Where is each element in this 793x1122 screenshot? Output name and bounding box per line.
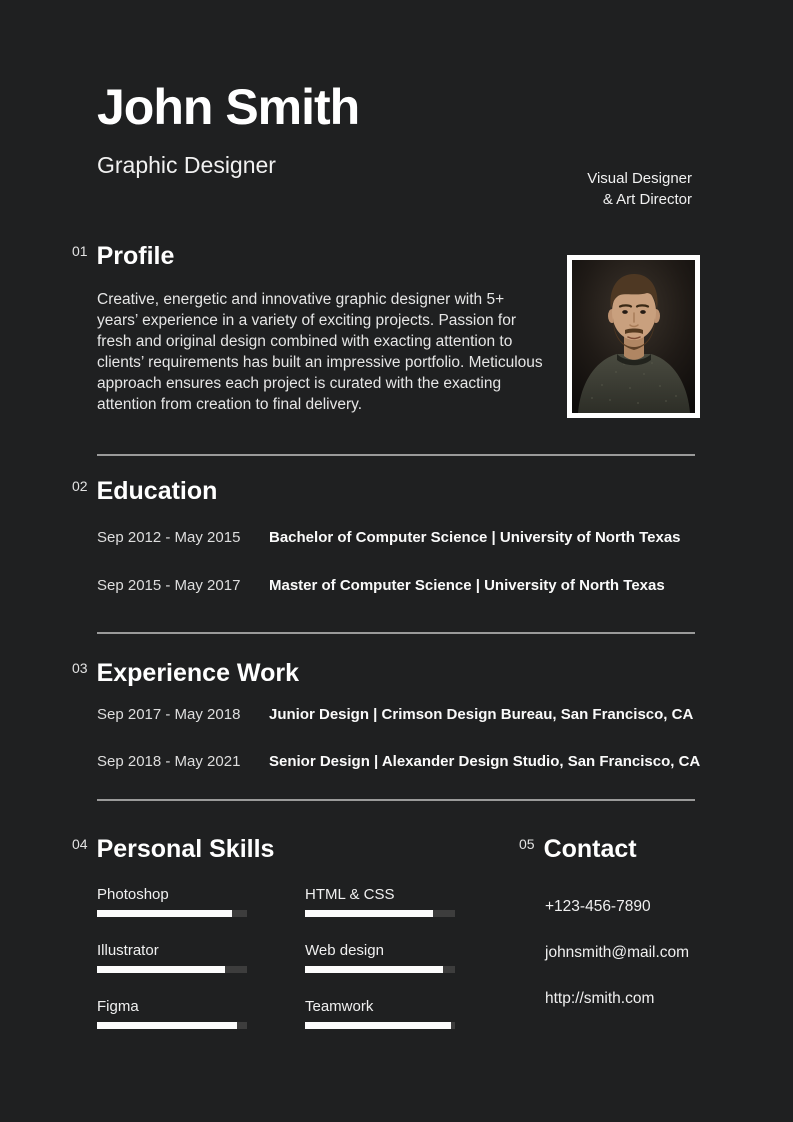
profile-section-title: Profile <box>96 242 175 270</box>
skill-label: Figma <box>97 998 139 1015</box>
experience-dates: Sep 2018 - May 2021 <box>97 753 241 770</box>
skill-item-html-css <box>305 886 455 917</box>
section-divider <box>97 799 695 801</box>
experience-row <box>97 706 693 723</box>
skill-label: Illustrator <box>97 942 159 959</box>
experience-dates: Sep 2017 - May 2018 <box>97 706 241 723</box>
skills-section-number: 04 <box>72 836 88 852</box>
skill-item-photoshop <box>97 886 247 917</box>
skill-label: Photoshop <box>97 886 169 903</box>
contact-list <box>545 898 689 1036</box>
education-dates: Sep 2012 - May 2015 <box>97 529 241 546</box>
experience-detail: Senior Design | Alexander Design Studio, San Francisco, CA <box>269 753 701 770</box>
section-divider <box>97 454 695 456</box>
skill-progress-fill <box>97 1022 237 1029</box>
skill-progress-fill <box>97 910 232 917</box>
education-dates: Sep 2015 - May 2017 <box>97 577 241 594</box>
education-section-number: 02 <box>72 478 88 494</box>
person-name: John Smith <box>97 79 360 135</box>
skill-label: HTML & CSS <box>305 886 395 903</box>
section-divider <box>97 632 695 634</box>
person-job-title: Graphic Designer <box>97 152 276 178</box>
contact-email: johnsmith@mail.com <box>545 944 690 961</box>
skill-progress-fill <box>305 910 433 917</box>
skill-item-figma <box>97 998 247 1029</box>
skill-item-illustrator <box>97 942 247 973</box>
profile-section-heading <box>72 243 174 269</box>
skill-label: Web design <box>305 942 384 959</box>
skill-progress-track <box>305 1022 455 1029</box>
skill-progress-track <box>97 1022 247 1029</box>
skill-item-teamwork <box>305 998 455 1029</box>
profile-section-number: 01 <box>72 243 88 259</box>
education-detail: Bachelor of Computer Science | University of North Texas <box>269 529 681 546</box>
person-tagline <box>587 168 692 210</box>
education-section-title: Education <box>96 477 218 505</box>
education-row <box>97 577 665 594</box>
skill-progress-fill <box>305 1022 451 1029</box>
experience-section-title: Experience Work <box>96 659 299 687</box>
skill-progress-fill <box>305 966 443 973</box>
profile-photo-illustration <box>572 260 695 413</box>
tagline-line-1: Visual Designer <box>587 170 692 187</box>
contact-section-title: Contact <box>543 835 637 863</box>
skill-progress-track <box>305 910 455 917</box>
skill-progress-track <box>97 966 247 973</box>
skill-label: Teamwork <box>305 998 374 1015</box>
experience-section-heading <box>72 660 299 686</box>
skill-progress-track <box>305 966 455 973</box>
contact-section-heading <box>519 836 637 862</box>
experience-row <box>97 753 700 770</box>
skill-item-web-design <box>305 942 455 973</box>
education-detail: Master of Computer Science | University of North Texas <box>269 577 665 594</box>
experience-section-number: 03 <box>72 660 88 676</box>
education-row <box>97 529 681 546</box>
skills-grid <box>97 886 455 1029</box>
contact-website: http://smith.com <box>545 990 655 1007</box>
education-section-heading <box>72 478 217 504</box>
skill-progress-fill <box>97 966 225 973</box>
profile-photo <box>567 255 700 418</box>
contact-phone: +123-456-7890 <box>545 898 651 915</box>
tagline-line-2: & Art Director <box>602 191 692 208</box>
experience-detail: Junior Design | Crimson Design Bureau, San Francisco, CA <box>269 706 694 723</box>
contact-section-number: 05 <box>519 836 535 852</box>
skill-progress-track <box>97 910 247 917</box>
skills-section-heading <box>72 836 274 862</box>
profile-summary-text: Creative, energetic and innovative graphic designer with 5+ years’ experience in a variety of exciting projects. Passion for fresh and original design combined with exacting attention to clients’ requirements has built an impressive portfolio. Meticulous approach ensures each project is curated with the exacting attention from creation to final delivery. <box>97 291 543 413</box>
skills-section-title: Personal Skills <box>96 835 275 863</box>
